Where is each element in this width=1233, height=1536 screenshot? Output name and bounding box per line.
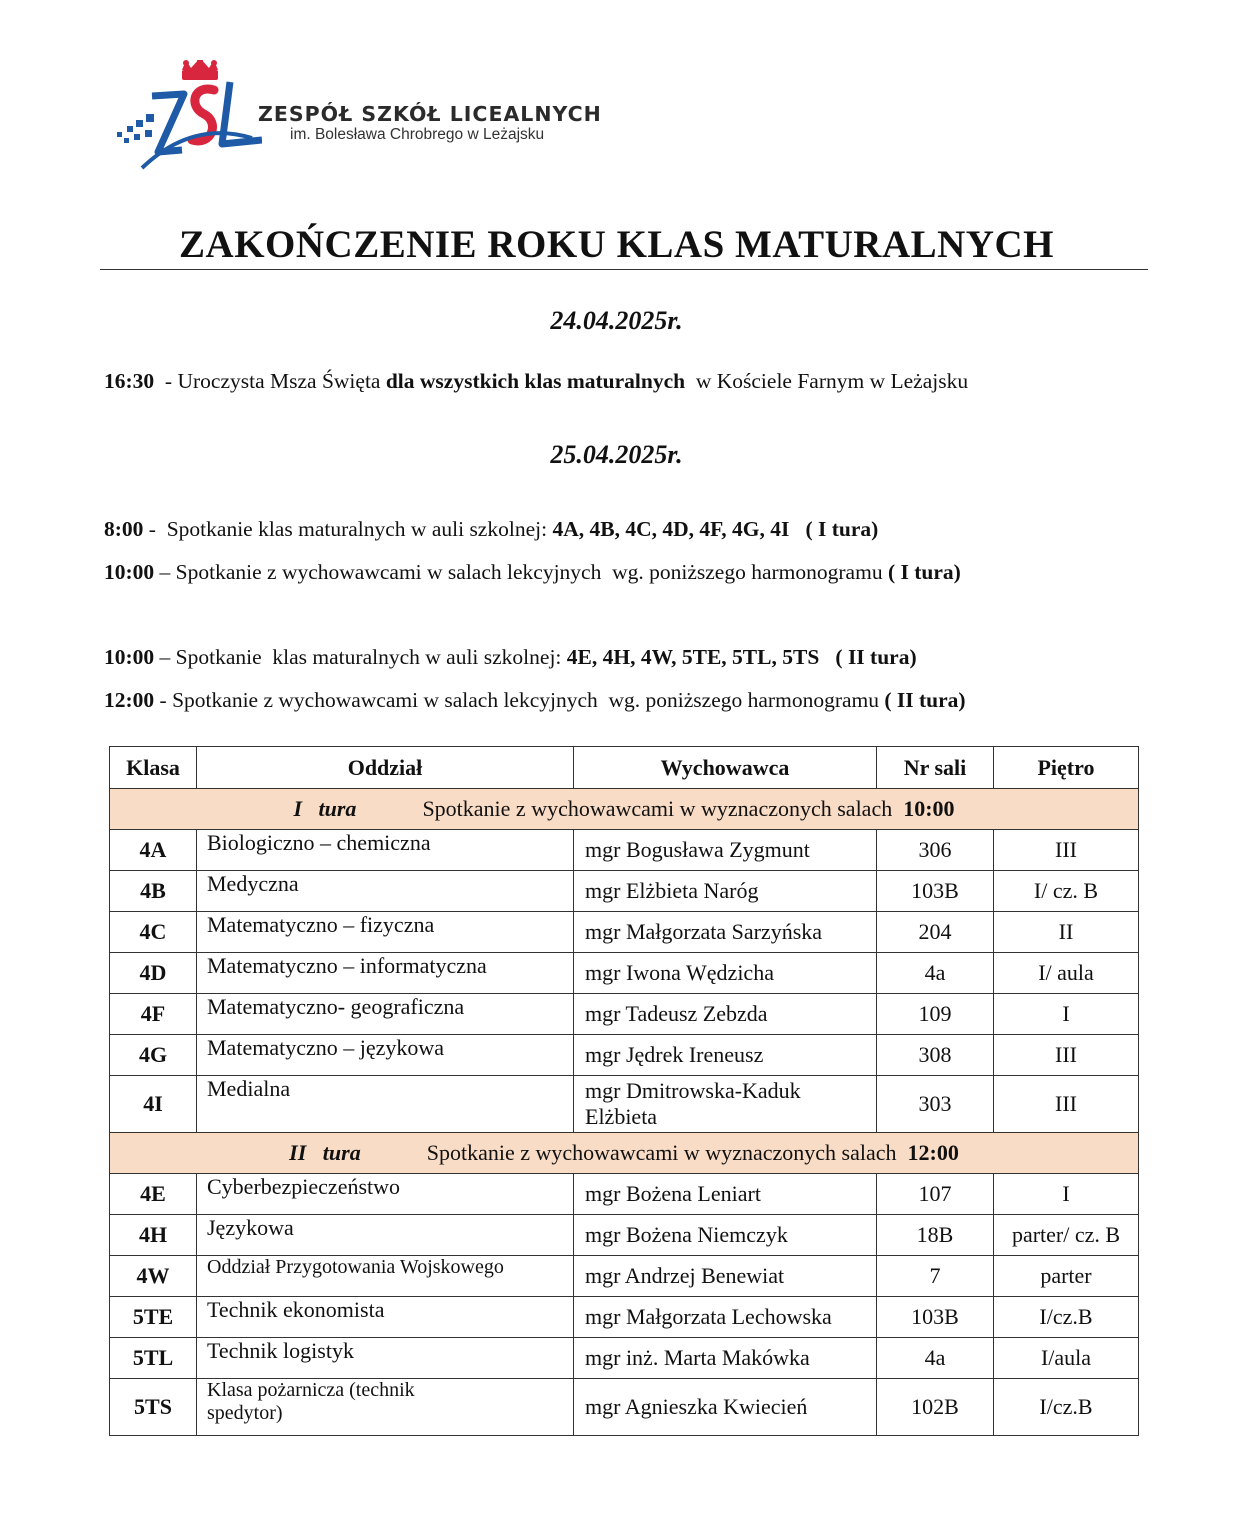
- event-bold-text: ( I tura): [887, 560, 961, 584]
- school-subname: im. Bolesława Chrobrego w Leżajsku: [290, 126, 545, 143]
- cell-oddzial: Technik ekonomista: [197, 1297, 574, 1338]
- cell-oddzial: Cyberbezpieczeństwo: [197, 1174, 574, 1215]
- table-row: [110, 1256, 1139, 1297]
- tour-spacer: [356, 796, 422, 821]
- cell-klasa: 4D: [110, 953, 197, 994]
- tour-time: 12:00: [907, 1140, 959, 1165]
- event-text-tail: w Kościele Farnym w Leżajsku: [685, 369, 969, 393]
- title-divider: [100, 269, 1148, 270]
- cell-klasa: 4E: [110, 1174, 197, 1215]
- cell-wychowawca: mgr Elżbieta Naróg: [574, 871, 877, 912]
- table-row: [110, 830, 1139, 871]
- cell-oddzial: Medialna: [197, 1076, 574, 1133]
- cell-oddzial: Oddział Przygotowania Wojskowego: [197, 1256, 574, 1297]
- cell-wychowawca: mgr Małgorzata Sarzyńska: [574, 912, 877, 953]
- cell-pietro: III: [994, 830, 1139, 871]
- event-text: Spotkanie z wychowawcami w salach lekcyjnych wg. poniższego harmonogramu: [172, 688, 885, 712]
- event-time: 10:00: [104, 645, 155, 669]
- cell-wychowawca: mgr inż. Marta Makówka: [574, 1338, 877, 1379]
- table-row: [110, 1215, 1139, 1256]
- date-heading-2: 25.04.2025r.: [550, 440, 683, 469]
- cell-wychowawca: mgr Bogusława Zygmunt: [574, 830, 877, 871]
- cell-oddzial: Matematyczno – językowa: [197, 1035, 574, 1076]
- cell-klasa: 4H: [110, 1215, 197, 1256]
- cell-wychowawca: mgr Bożena Niemczyk: [574, 1215, 877, 1256]
- event-time: 12:00: [104, 688, 155, 712]
- cell-pietro: I/aula: [994, 1338, 1139, 1379]
- zsl-emblem-icon: [112, 60, 262, 175]
- cell-pietro: I: [994, 994, 1139, 1035]
- schedule-table: [109, 746, 1139, 1436]
- cell-oddzial: Biologiczno – chemiczna: [197, 830, 574, 871]
- col-header-oddzial: Oddział: [197, 747, 574, 789]
- table-row: [110, 994, 1139, 1035]
- tour-text: Spotkanie z wychowawcami w wyznaczonych salach: [422, 796, 893, 821]
- cell-nr-sali: 103B: [877, 871, 994, 912]
- event-text: Uroczysta Msza Święta: [177, 369, 386, 393]
- event-separator: -: [154, 369, 178, 393]
- event-time: 16:30: [104, 369, 155, 393]
- tour-band-cell: [110, 789, 1139, 830]
- table-row: [110, 912, 1139, 953]
- cell-oddzial: Matematyczno- geograficzna: [197, 994, 574, 1035]
- event-text: Spotkanie klas maturalnych w auli szkolnej:: [166, 517, 553, 541]
- event-line: [104, 688, 966, 713]
- cell-wychowawca: mgr Małgorzata Lechowska: [574, 1297, 877, 1338]
- cell-klasa: 4F: [110, 994, 197, 1035]
- table-row: [110, 871, 1139, 912]
- cell-klasa: 5TS: [110, 1379, 197, 1436]
- date-heading-1: 24.04.2025r.: [550, 306, 683, 335]
- col-header-wychowawca: Wychowawca: [574, 747, 877, 789]
- cell-klasa: 4C: [110, 912, 197, 953]
- cell-klasa: 4I: [110, 1076, 197, 1133]
- event-bold-text: 4E, 4H, 4W, 5TE, 5TL, 5TS ( II tura): [566, 645, 917, 669]
- cell-klasa: 5TE: [110, 1297, 197, 1338]
- tour-band-cell: [110, 1133, 1139, 1174]
- school-logo: [112, 60, 612, 175]
- event-separator: –: [154, 560, 176, 584]
- tour-text: Spotkanie z wychowawcami w wyznaczonych salach: [426, 1140, 897, 1165]
- event-text: Spotkanie klas maturalnych w auli szkolnej:: [175, 645, 567, 669]
- cell-nr-sali: 303: [877, 1076, 994, 1133]
- cell-pietro: parter: [994, 1256, 1139, 1297]
- cell-pietro: I: [994, 1174, 1139, 1215]
- cell-nr-sali: 7: [877, 1256, 994, 1297]
- cell-pietro: I/ aula: [994, 953, 1139, 994]
- cell-nr-sali: 18B: [877, 1215, 994, 1256]
- cell-oddzial: Językowa: [197, 1215, 574, 1256]
- cell-nr-sali: 4a: [877, 1338, 994, 1379]
- cell-pietro: parter/ cz. B: [994, 1215, 1139, 1256]
- event-time: 8:00: [104, 517, 144, 541]
- table-row: [110, 1338, 1139, 1379]
- cell-wychowawca: mgr Tadeusz Zebzda: [574, 994, 877, 1035]
- event-bold-text: dla wszystkich klas maturalnych: [385, 369, 686, 393]
- school-name: ZESPÓŁ SZKÓŁ LICEALNYCH: [258, 102, 602, 126]
- cell-nr-sali: 107: [877, 1174, 994, 1215]
- table-row: [110, 1035, 1139, 1076]
- cell-pietro: I/cz.B: [994, 1297, 1139, 1338]
- tour-spacer: [892, 796, 903, 821]
- event-bold-text: 4A, 4B, 4C, 4D, 4F, 4G, 4I ( I tura): [552, 517, 879, 541]
- cell-pietro: I/cz.B: [994, 1379, 1139, 1436]
- cell-oddzial: Medyczna: [197, 871, 574, 912]
- cell-nr-sali: 4a: [877, 953, 994, 994]
- table-row: [110, 1174, 1139, 1215]
- cell-nr-sali: 103B: [877, 1297, 994, 1338]
- cell-klasa: 4W: [110, 1256, 197, 1297]
- cell-klasa: 4B: [110, 871, 197, 912]
- cell-pietro: III: [994, 1035, 1139, 1076]
- cell-klasa: 4G: [110, 1035, 197, 1076]
- tour-band-row: [110, 1133, 1139, 1174]
- table-row: [110, 953, 1139, 994]
- event-separator: -: [143, 517, 167, 541]
- cell-oddzial: Matematyczno – informatyczna: [197, 953, 574, 994]
- table-header-row: [110, 747, 1139, 789]
- cell-pietro: I/ cz. B: [994, 871, 1139, 912]
- event-separator: –: [154, 645, 176, 669]
- page-title: ZAKOŃCZENIE ROKU KLAS MATURALNYCH: [179, 223, 1054, 266]
- cell-oddzial: Technik logistyk: [197, 1338, 574, 1379]
- cell-klasa: 4A: [110, 830, 197, 871]
- cell-nr-sali: 109: [877, 994, 994, 1035]
- cell-pietro: II: [994, 912, 1139, 953]
- tour-spacer: [361, 1140, 427, 1165]
- event-line: [104, 645, 917, 670]
- cell-wychowawca: mgr Agnieszka Kwiecień: [574, 1379, 877, 1436]
- cell-pietro: III: [994, 1076, 1139, 1133]
- event-line: [104, 369, 968, 394]
- tour-label: I tura: [293, 796, 357, 821]
- cell-nr-sali: 308: [877, 1035, 994, 1076]
- tour-time: 10:00: [903, 796, 955, 821]
- col-header-klasa: Klasa: [110, 747, 197, 789]
- cell-oddzial: Matematyczno – fizyczna: [197, 912, 574, 953]
- cell-wychowawca: mgr Bożena Leniart: [574, 1174, 877, 1215]
- cell-wychowawca: mgr Jędrek Ireneusz: [574, 1035, 877, 1076]
- cell-oddzial: Klasa pożarnicza (technik spedytor): [197, 1379, 574, 1436]
- cell-wychowawca: mgr Dmitrowska-Kaduk Elżbieta: [574, 1076, 877, 1133]
- table-row: [110, 1379, 1139, 1436]
- cell-nr-sali: 306: [877, 830, 994, 871]
- event-line: [104, 560, 961, 585]
- tour-label: II tura: [289, 1140, 361, 1165]
- event-text: Spotkanie z wychowawcami w salach lekcyjnych wg. poniższego harmonogramu: [175, 560, 888, 584]
- col-header-nr-sali: Nr sali: [877, 747, 994, 789]
- event-separator: -: [154, 688, 173, 712]
- col-header-pietro: Piętro: [994, 747, 1139, 789]
- cell-wychowawca: mgr Andrzej Benewiat: [574, 1256, 877, 1297]
- cell-wychowawca: mgr Iwona Wędzicha: [574, 953, 877, 994]
- tour-band-row: [110, 789, 1139, 830]
- event-line: [104, 517, 878, 542]
- cell-klasa: 5TL: [110, 1338, 197, 1379]
- table-row: [110, 1076, 1139, 1133]
- event-bold-text: ( II tura): [884, 688, 966, 712]
- tour-spacer: [897, 1140, 908, 1165]
- table-row: [110, 1297, 1139, 1338]
- event-time: 10:00: [104, 560, 155, 584]
- cell-nr-sali: 102B: [877, 1379, 994, 1436]
- cell-nr-sali: 204: [877, 912, 994, 953]
